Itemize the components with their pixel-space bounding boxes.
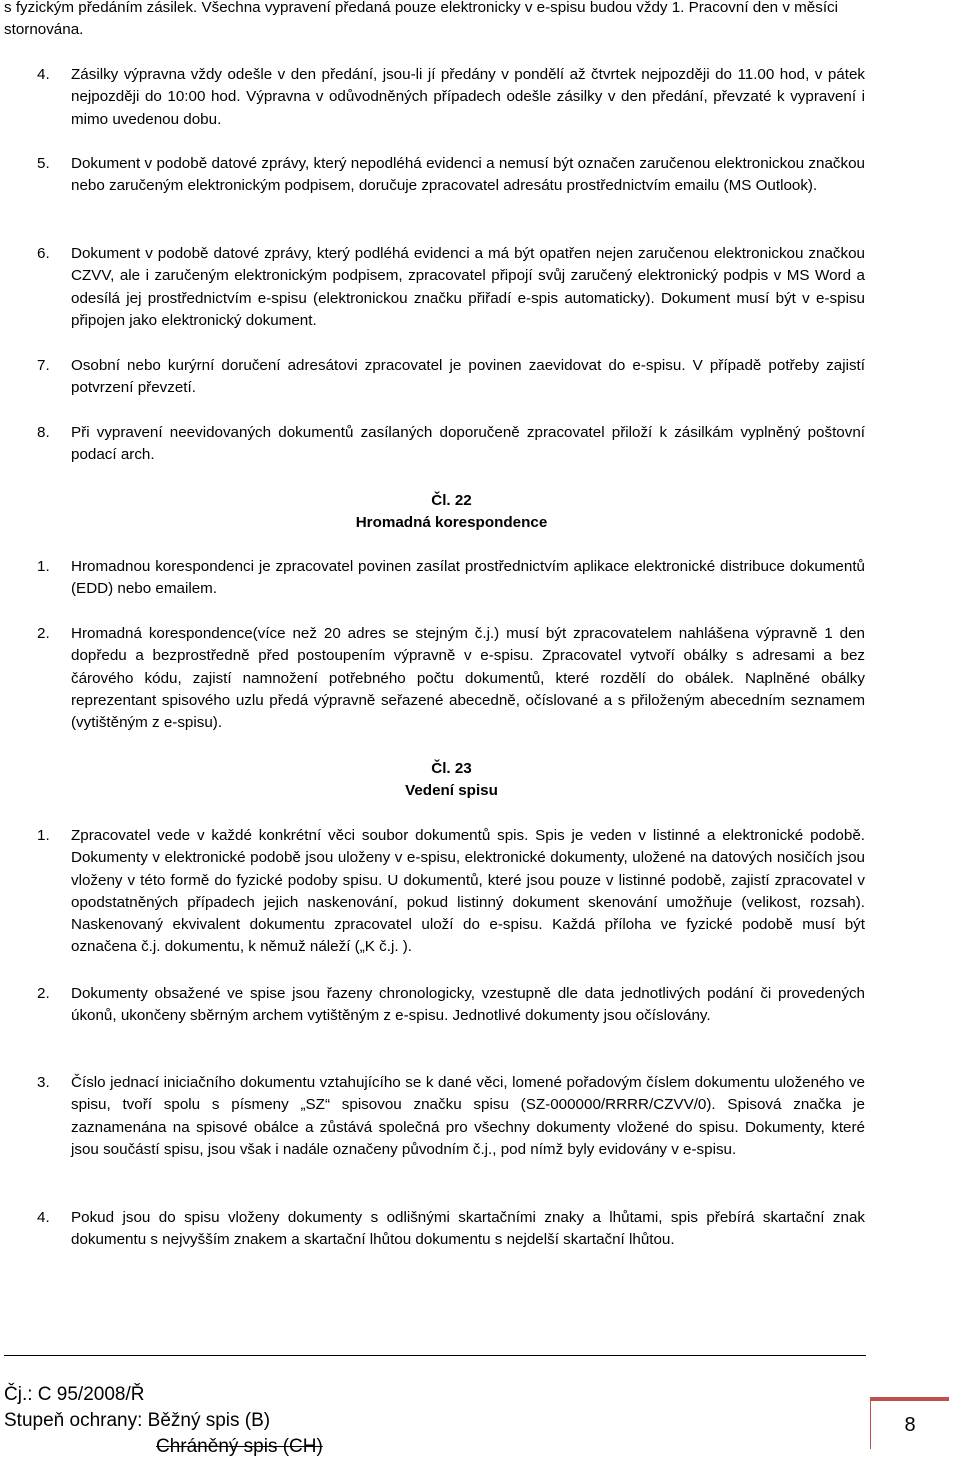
item-number: 5.: [37, 155, 50, 172]
list-item: [37, 1207, 865, 1252]
footer-protection-alternative: Chráněný spis (CH): [156, 1436, 323, 1457]
item-text: Hromadnou korespondenci je zpracovatel povinen zasílat prostřednictvím aplikace elektronické distribuce dokumentů (EDD) nebo emailem.: [71, 558, 865, 598]
article-23-title: Vedení spisu: [405, 782, 498, 799]
item-number: 4.: [37, 1209, 50, 1226]
item-text: Zpracovatel vede v každé konkrétní věci soubor dokumentů spis. Spis je veden v listinné a elektronické podobě. Dokumenty v elektronické podobě jsou uloženy v e-spisu, elektronické dokumenty, uložené na datových nosičích jsou vloženy v této formě do fyzické podoby spisu. U dokumentů, které jsou pouze v listinné podobě, zajistí zpracovatel v opodstatněných případech jejich naskenování, pokud listinný dokument skenování umožňuje (velikost, rozsah). Naskenovaný ekvivalent dokumentu zpracovatel uloží do e-spisu. Každá příloha ve fyzické podobě musí být označena č.j. dokumentu, k němuž náleží („K č.j. ).: [71, 827, 865, 956]
item-number: 2.: [37, 985, 50, 1002]
item-number: 4.: [37, 66, 50, 83]
item-number: 8.: [37, 424, 50, 441]
list-item: [37, 355, 865, 400]
intro-paragraph: s fyzickým předáním zásilek. Všechna vypravení předaná pouze elektronicky v e-spisu budou vždy 1. Pracovní den v měsíci stornována.: [4, 0, 839, 38]
list-item: [37, 983, 865, 1028]
item-number: 3.: [37, 1074, 50, 1091]
item-number: 6.: [37, 245, 50, 262]
footer-reference: Čj.: C 95/2008/Ř: [4, 1384, 145, 1405]
list-item: [37, 64, 865, 131]
list-item: [37, 825, 865, 959]
item-text: Dokument v podobě datové zprávy, který podléhá evidenci a má být opatřen nejen zaručenou elektronickou značkou CZVV, ale i zaručeným elektronickým podpisem, zpracovatel připojí svůj zaručený elektronický podpis v MS Word a odesílá jej prostřednictvím e-spisu (elektronickou značku přiřadí e-spis automaticky). Dokument musí být v e-spisu připojen jako elektronický dokument.: [71, 245, 865, 329]
item-text: Dokumenty obsažené ve spise jsou řazeny chronologicky, vzestupně dle data jednotlivých podání či provedených úkonů, ukončeny sběrným archem vytištěným z e-spisu. Jednotlivé dokumenty jsou očíslovány.: [71, 985, 865, 1025]
item-number: 1.: [37, 827, 50, 844]
item-text: Pokud jsou do spisu vloženy dokumenty s odlišnými skartačními znaky a lhůtami, spis přebírá skartační znak dokumentu s nejvyšším znakem a skartační lhůtou dokumentu s nejdelší skartační lhůtou.: [71, 1209, 865, 1249]
list-item: [37, 556, 865, 601]
list-item: [37, 422, 865, 467]
item-text: Osobní nebo kurýrní doručení adresátovi zpracovatel je povinen zaevidovat do e-spisu. V případě potřeby zajistí potvrzení převzetí.: [71, 357, 865, 397]
article-22-title: Hromadná korespondence: [355, 514, 548, 531]
footer-divider: [4, 1355, 866, 1356]
item-text: Hromadná korespondence(více než 20 adres se stejným č.j.) musí být zpracovatelem nahlášena výpravně 1 den dopředu a bezprostředně před postoupením výpravně v e-spisu. Zpracovatel vytvoří obálky s adresami a bez čárového kódu, zajistí namnožení potřebného počtu dokumentů, které rozdělí do obálek. Naplněné obálky reprezentant spisového uzlu předá výpravně seřazené abecedně, očíslované a s přiloženým abecedním seznamem (vytištěným z e-spisu).: [71, 625, 865, 732]
footer-protection-level: Stupeň ochrany: Běžný spis (B): [4, 1410, 271, 1431]
page-number: 8: [870, 1397, 949, 1449]
item-text: Číslo jednací iniciačního dokumentu vztahujícího se k dané věci, lomené pořadovým číslem dokumentu uloženého ve spisu, tvoří spolu s písmeny „SZ“ spisovou značku spisu (SZ-000000/RRRR/CZVV/0). Spisová značka je zaznamenána na spisové obálce a zůstává společná pro všechny dokumenty vložené do spisu. Dokumenty, které jsou součástí spisu, jsou však i nadále označeny původním č.j., pod nímž byly evidovány v e-spisu.: [71, 1074, 865, 1158]
item-number: 1.: [37, 558, 50, 575]
list-item: [37, 623, 865, 734]
item-number: 7.: [37, 357, 50, 374]
article-22-number: Čl. 22: [431, 492, 472, 509]
article-23-number: Čl. 23: [431, 760, 472, 777]
item-text: Dokument v podobě datové zprávy, který nepodléhá evidenci a nemusí být označen zaručenou elektronickou značkou nebo zaručeným elektronickým podpisem, doručuje zpracovatel adresátu prostřednictvím emailu (MS Outlook).: [71, 155, 865, 195]
list-item: [37, 243, 865, 332]
item-text: Zásilky výpravna vždy odešle v den předání, jsou-li jí předány v pondělí až čtvrtek nejpozději do 11.00 hod, v pátek nejpozději do 10:00 hod. Výpravna v odůvodněných případech odešle zásilky v den předání, převzaté k vypravení i mimo uvedenou dobu.: [71, 66, 865, 128]
list-item: [37, 153, 865, 198]
list-item: [37, 1072, 865, 1161]
item-number: 2.: [37, 625, 50, 642]
item-text: Při vypravení neevidovaných dokumentů zasílaných doporučeně zpracovatel přiloží k zásilkám vyplněný poštovní podací arch.: [71, 424, 865, 464]
